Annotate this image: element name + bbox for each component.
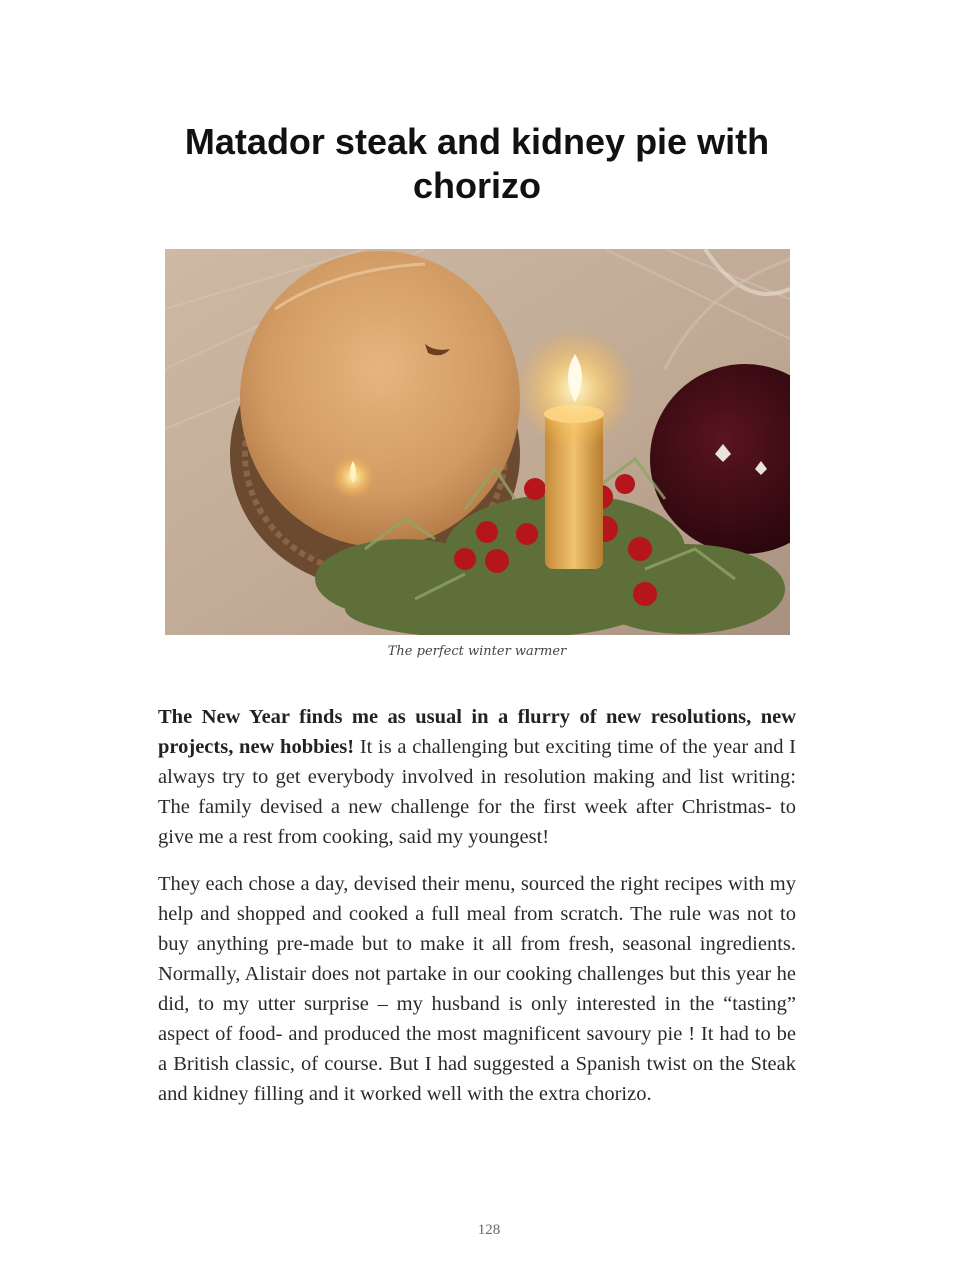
paragraph-2: They each chose a day, devised their menu, sourced the right recipes with my help and shopped and cooked a full meal from scratch. The rule was not to buy anything pre-made but to make it all from fresh, seasonal ingredients. Normally, Alistair does not partake in our cooking challenges but this year he did, to my utter surprise – my husband is only interested in the “tasting” aspect of food- and produced the most magnificent savoury pie ! It had to be a British classic, of course. But I had suggested a Spanish twist on the Steak and kidney filling and it worked well with the extra chorizo. bbox=[158, 873, 796, 1105]
photo-caption: The perfect winter warmer bbox=[387, 644, 567, 659]
paragraph-1-lead: The New Year finds me as usual in a flurry of new resolutions, new projects, new hobbies! bbox=[158, 706, 796, 758]
page-title: Matador steak and kidney pie with chorizo bbox=[184, 121, 770, 206]
paragraph-1-text: It is a challenging but exciting time of the year and I always try to get everybody involved in resolution making and list writing: The family devised a new challenge for the first week after Christmas- to give me a rest from cooking, said my youngest! bbox=[158, 736, 796, 848]
page-number: 128 bbox=[477, 1222, 501, 1238]
paragraph-1 bbox=[158, 702, 796, 852]
article-body bbox=[158, 702, 796, 1126]
pie-candle-photo bbox=[165, 249, 790, 635]
